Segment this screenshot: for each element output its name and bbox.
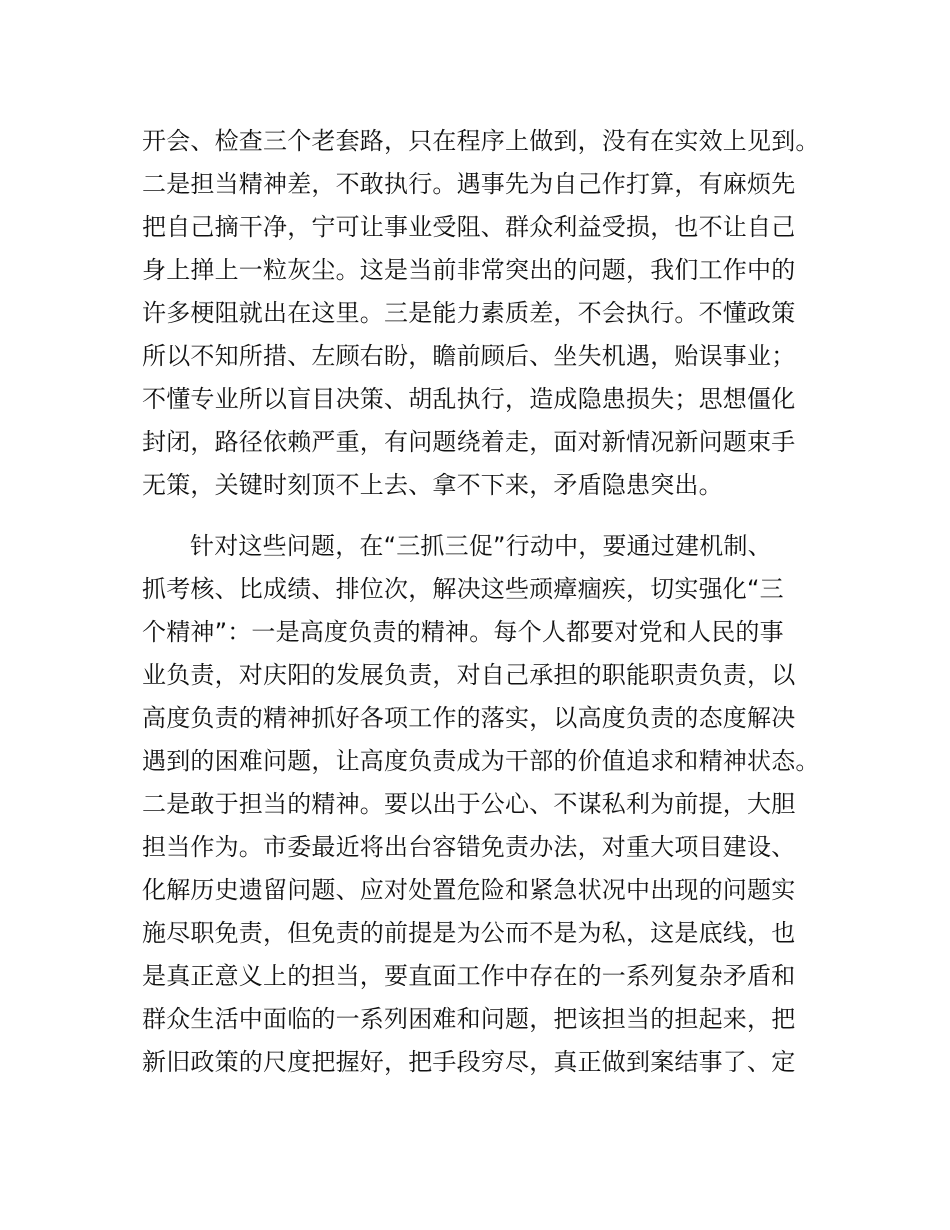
- text-line: 抓考核、比成绩、排位次，解决这些顽瘴痼疾，切实强化“三: [142, 575, 784, 603]
- text-line: 封闭，路径依赖严重，有问题绕着走，面对新情况新问题束手: [142, 428, 796, 456]
- text-line: 化解历史遗留问题、应对处置危险和紧急状况中出现的问题实: [142, 876, 796, 904]
- text-line: 遇到的困难问题，让高度负责成为干部的价值追求和精神状态。: [142, 747, 820, 775]
- text-line: 二是担当精神差，不敢执行。遇事先为自己作打算，有麻烦先: [142, 170, 796, 198]
- text-line: 许多梗阻就出在这里。三是能力素质差，不会执行。不懂政策: [142, 299, 796, 327]
- text-line: 个精神”：一是高度负责的精神。每个人都要对党和人民的事: [142, 618, 784, 646]
- text-line: 针对这些问题，在“三抓三促”行动中，要通过建机制、: [190, 532, 772, 560]
- text-line: 无策，关键时刻顶不上去、拿不下来，矛盾隐患突出。: [142, 471, 723, 499]
- text-line: 高度负责的精神抓好各项工作的落实，以高度负责的态度解决: [142, 704, 796, 732]
- text-line: 不懂专业所以盲目决策、胡乱执行，造成隐患损失；思想僵化: [142, 385, 796, 413]
- text-line: 群众生活中面临的一系列困难和问题，把该担当的担起来，把: [142, 1005, 796, 1033]
- text-line: 施尽职免责，但免责的前提是为公而不是为私，这是底线，也: [142, 919, 796, 947]
- text-line: 新旧政策的尺度把握好，把手段穷尽，真正做到案结事了、定: [142, 1048, 796, 1076]
- text-line: 开会、检查三个老套路，只在程序上做到，没有在实效上见到。: [142, 127, 820, 155]
- text-line: 业负责，对庆阳的发展负责，对自己承担的职能职责负责，以: [142, 661, 796, 689]
- text-line: 身上掸上一粒灰尘。这是当前非常突出的问题，我们工作中的: [142, 256, 796, 284]
- text-line: 担当作为。市委最近将出台容错免责办法，对重大项目建设、: [142, 833, 796, 861]
- text-line: 二是敢于担当的精神。要以出于公心、不谋私利为前提，大胆: [142, 790, 796, 818]
- text-line: 把自己摘干净，宁可让事业受阻、群众利益受损，也不让自己: [142, 213, 796, 241]
- text-line: 是真正意义上的担当，要直面工作中存在的一系列复杂矛盾和: [142, 962, 796, 990]
- text-line: 所以不知所措、左顾右盼，瞻前顾后、坐失机遇，贻误事业；: [142, 342, 796, 370]
